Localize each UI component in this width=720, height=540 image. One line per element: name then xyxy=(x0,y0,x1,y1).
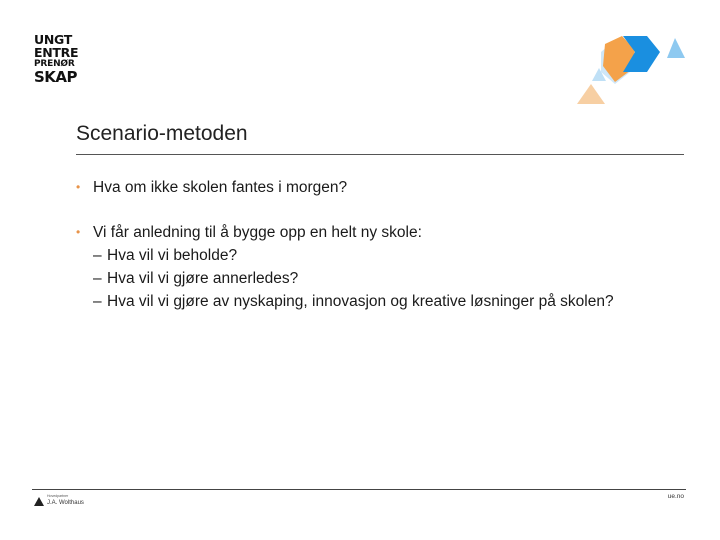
sub-list xyxy=(93,244,676,313)
bullet-text: Vi får anledning til å bygge opp en helt ny skole: xyxy=(93,224,422,241)
footer-divider xyxy=(32,489,686,490)
bullet-marker-icon: • xyxy=(76,180,81,194)
logo-line-1: UNGT xyxy=(34,32,72,47)
logo-line-4: SKAP xyxy=(34,68,78,86)
sponsor-triangle-icon xyxy=(34,497,44,506)
dash-marker: – xyxy=(93,270,102,287)
decorative-shapes xyxy=(575,32,690,107)
bullet-item xyxy=(76,176,676,199)
brand-logo xyxy=(34,34,78,85)
bullet-item xyxy=(76,221,676,313)
sponsor-name: J.A. Wolthaus xyxy=(47,500,84,506)
slide-content xyxy=(76,176,676,313)
sub-item xyxy=(93,267,676,290)
dash-marker: – xyxy=(93,293,102,310)
bullet-text: Hva om ikke skolen fantes i morgen? xyxy=(93,179,348,196)
slide-title: Scenario-metoden xyxy=(76,122,248,145)
deco-peach-triangle xyxy=(577,84,605,104)
sub-item-text: Hva vil vi beholde? xyxy=(107,247,238,264)
site-url: ue.no xyxy=(667,493,684,500)
sub-item xyxy=(93,244,676,267)
bullet-marker-icon: • xyxy=(76,225,81,239)
dash-marker: – xyxy=(93,247,102,264)
deco-light-blue-triangle xyxy=(667,38,685,58)
sub-item xyxy=(93,290,676,313)
sub-item-text: Hva vil vi gjøre av nyskaping, innovasjon og kreative løsninger på skolen? xyxy=(107,293,614,310)
logo-line-3: PRENØR xyxy=(34,59,75,69)
logo-line-2: ENTRE xyxy=(34,44,79,60)
sponsor-logo xyxy=(34,495,94,509)
sub-item-text: Hva vil vi gjøre annerledes? xyxy=(107,270,299,287)
title-divider xyxy=(76,154,684,155)
sponsor-caption: Hovedpartner xyxy=(47,494,69,498)
